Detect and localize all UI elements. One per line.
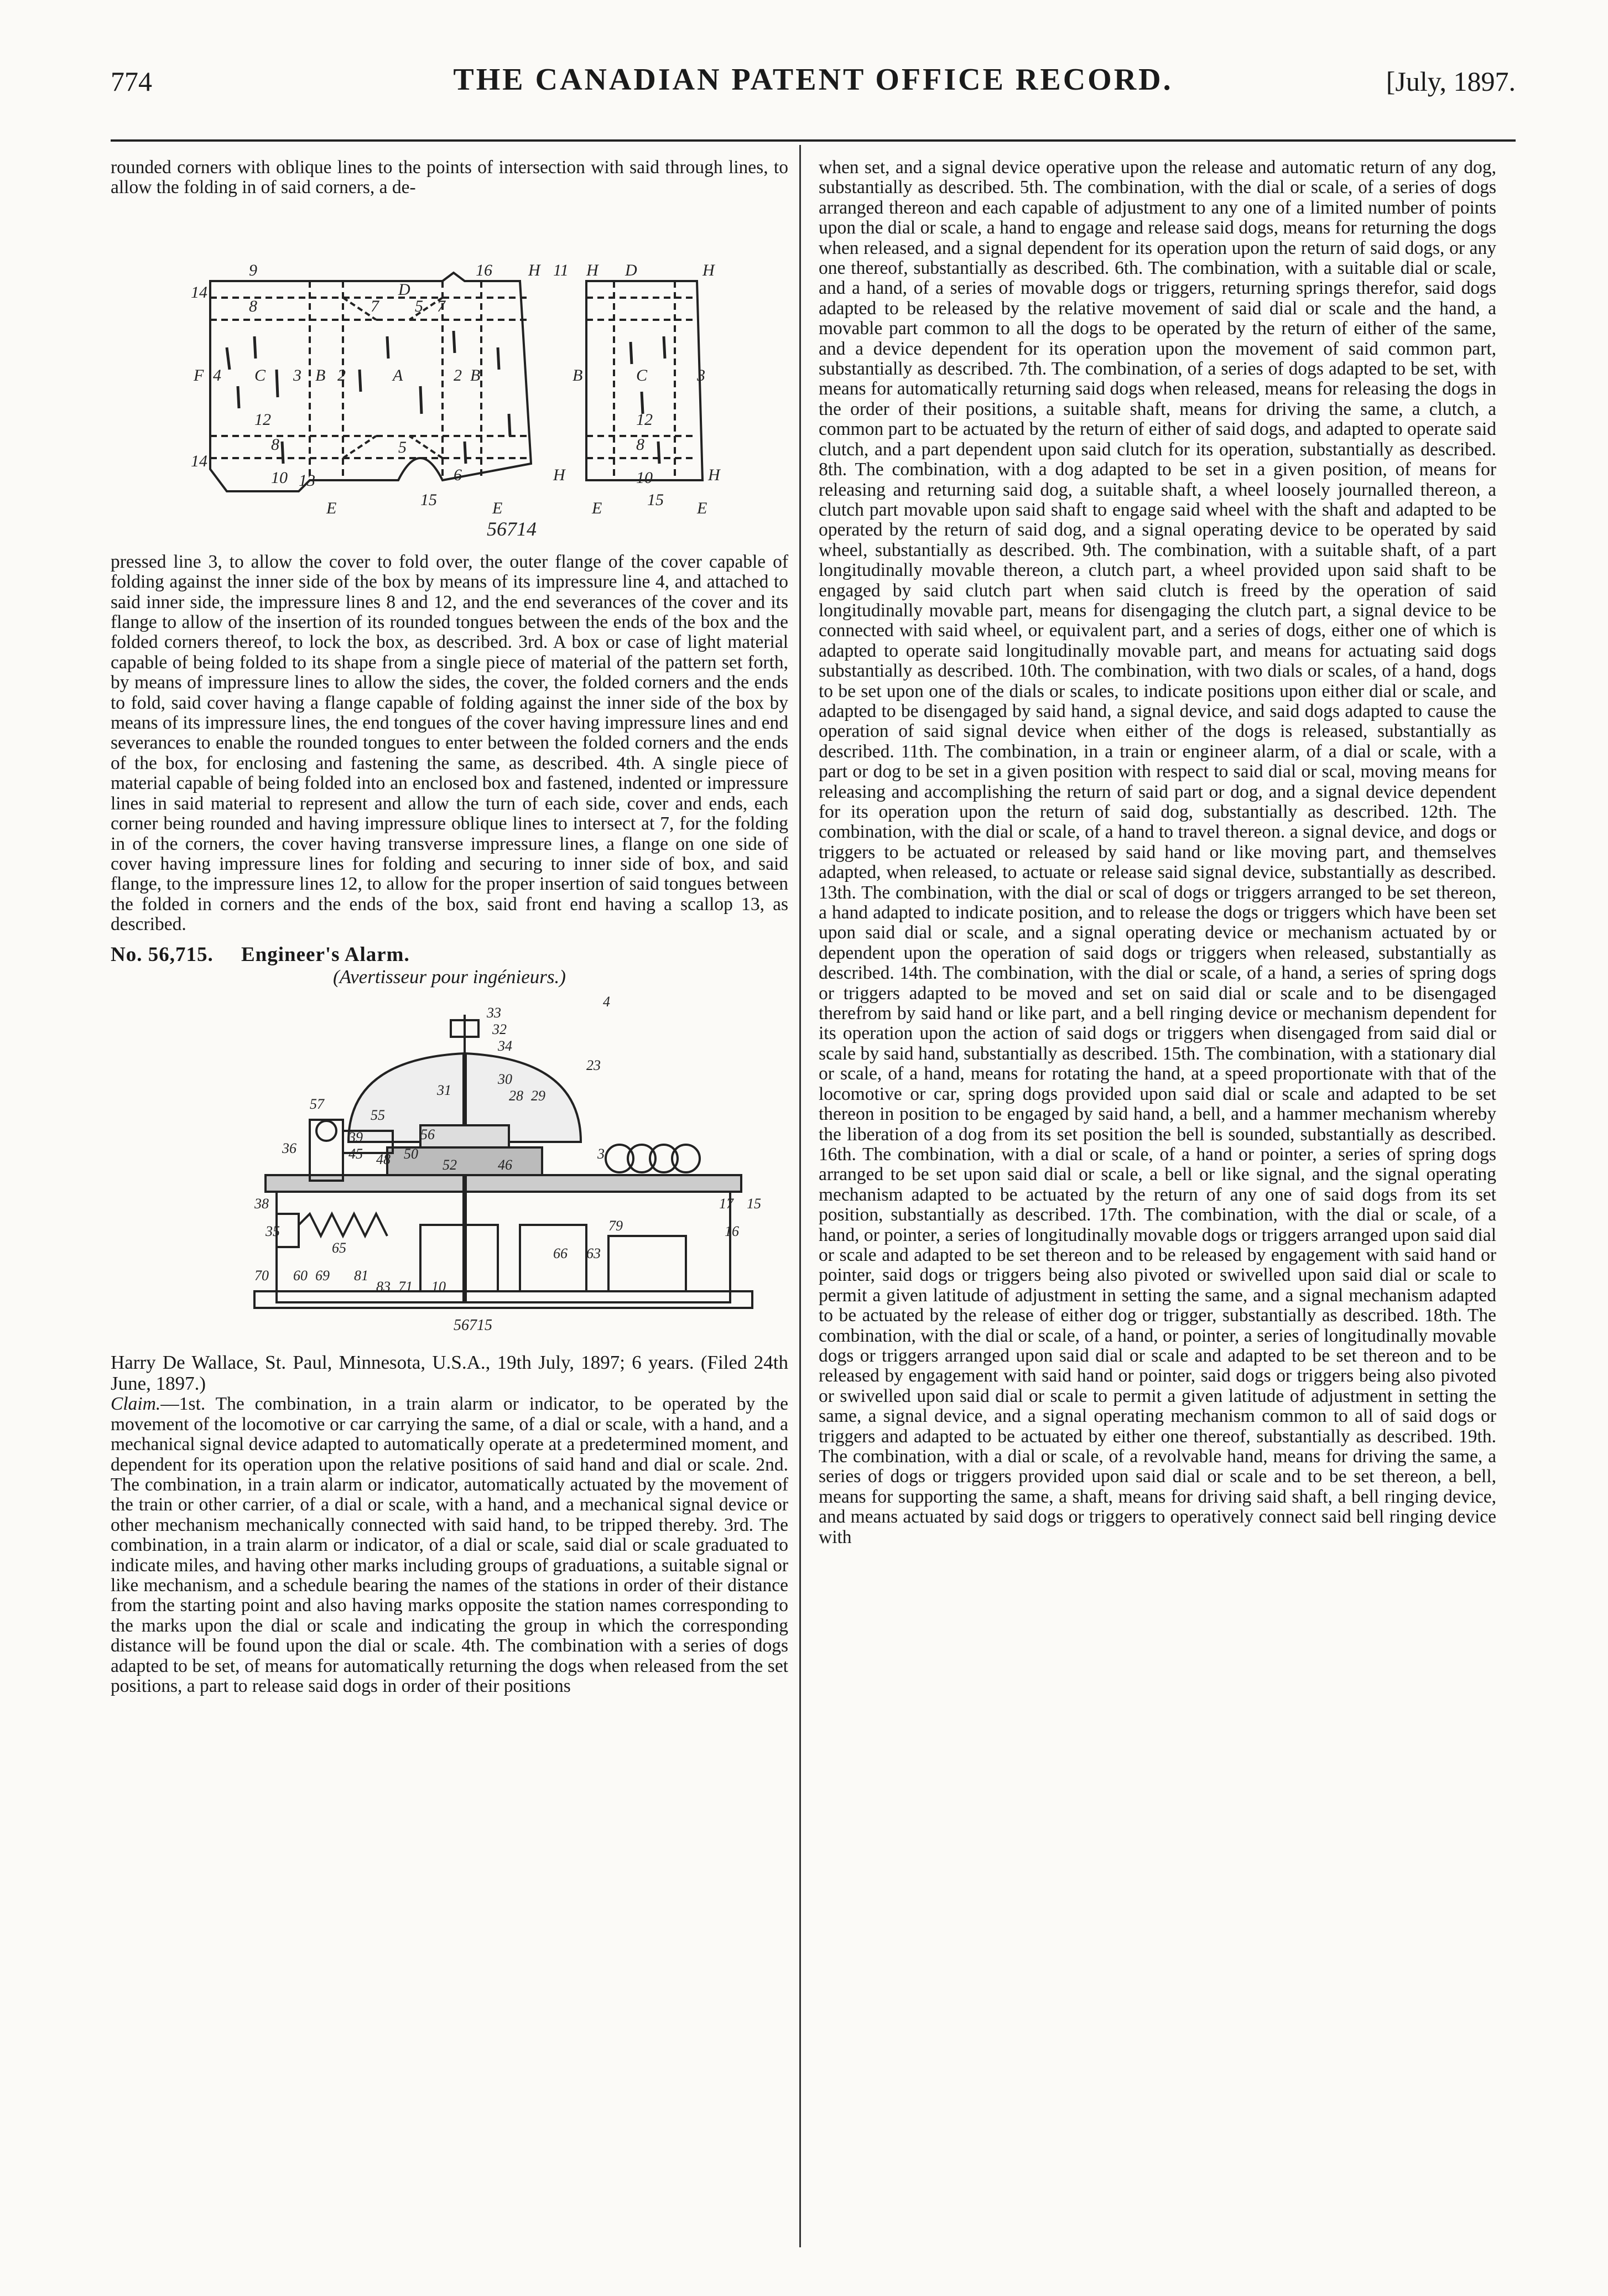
svg-text:H: H	[553, 465, 565, 484]
svg-text:E: E	[492, 498, 503, 517]
svg-text:B: B	[573, 366, 583, 385]
alarm-mechanism-figure	[111, 993, 788, 1347]
column-separator	[799, 145, 801, 2247]
svg-text:56715: 56715	[454, 1317, 492, 1334]
box-pattern-figure	[111, 204, 788, 547]
svg-text:3: 3	[697, 366, 705, 385]
svg-text:32: 32	[492, 1021, 507, 1038]
header-rule	[111, 139, 1516, 142]
svg-text:66: 66	[553, 1245, 568, 1262]
svg-text:E: E	[592, 498, 602, 517]
svg-text:15: 15	[747, 1196, 761, 1212]
patent-heading	[111, 945, 788, 965]
svg-text:3: 3	[597, 1146, 605, 1162]
svg-text:13: 13	[299, 471, 315, 490]
svg-text:33: 33	[487, 1005, 501, 1021]
svg-text:C: C	[254, 366, 266, 385]
svg-text:10: 10	[271, 468, 288, 487]
svg-text:2: 2	[454, 366, 462, 385]
patent-number: No. 56,715.	[111, 943, 214, 966]
svg-text:B: B	[315, 366, 326, 385]
svg-text:E: E	[326, 498, 337, 517]
svg-text:D: D	[625, 261, 637, 279]
svg-text:8: 8	[249, 297, 257, 315]
left-column	[111, 158, 788, 1696]
svg-text:4: 4	[603, 994, 610, 1010]
svg-text:H: H	[702, 261, 715, 279]
svg-text:35: 35	[266, 1223, 280, 1240]
svg-text:57: 57	[310, 1096, 324, 1113]
svg-text:52: 52	[443, 1157, 457, 1173]
svg-text:63: 63	[586, 1245, 601, 1262]
svg-text:14: 14	[191, 451, 207, 470]
svg-text:83: 83	[376, 1279, 391, 1295]
svg-text:46: 46	[498, 1157, 512, 1173]
svg-text:34: 34	[498, 1038, 512, 1055]
svg-text:14: 14	[191, 283, 207, 302]
svg-text:5: 5	[398, 438, 407, 456]
svg-text:36: 36	[282, 1140, 296, 1157]
svg-text:10: 10	[636, 468, 653, 487]
svg-text:4: 4	[213, 366, 221, 385]
svg-text:C: C	[636, 366, 648, 385]
page-number: 774	[111, 66, 152, 97]
claims-continuation: when set, and a signal device operative upon the release and automatic return of any dog, substantially as described. 5th. The combination, with the dial or scale, of a series of dogs arranged thereon and each capable of adjustment to any one of a limited number of points upon the dial or scale, a hand to engage and release said dogs, means for returning the dogs when released, and a signal dependent for its operation upon the return of said dogs, or any one thereof, substantially as described. 6th. The combination, with a suitable dial or scale, and a hand, of a series of movable dogs or triggers, returning springs therefor, said dogs adapted to be released by the relative movement of said dial or scale and the hand, a movable part common to all the dogs to be operated by the return of either of the same, and a device dependent for its operation upon the movement of said common part, substantially as described. 7th. The combination, of a series of dogs adapted to be set, with means for automatically returning said dogs when released, means for releasing the dogs in the order of their positions, a suitable shaft, means for driving the same, a clutch, a common part to be actuated by the return of either of said dogs, and adapted to operate said clutch, and a part dependent upon said clutch for its operation, substantially as described. 8th. The combination, with a dog adapted to be set in a given position, of means for releasing and returning said dog, a suitable shaft, a wheel loosely journalled thereon, a clutch part movable upon said shaft to engage said wheel with the shaft and adapted to be operated by the return of said dog, and a signal operating device to be operated by said wheel, substantially as described. 9th. The combination, with a suitable shaft, of a part longitudinally movable thereon, a clutch part, a wheel provided upon said shaft to be engaged by said clutch part when said clutch is freed by the operation of said longitudinally movable part, means for disengaging the clutch part, a signal device to be connected with said wheel, or equivalent part, and a series of dogs, either one of which is adapted to operate said longitudinally movable part, and means for actuating said dogs substantially as described. 10th. The combination, with two dials or scales, of a hand, dogs to be set upon one of the dials or scales, to indicate positions upon either dial or scale, and adapted to be disengaged by said hand, a signal device, and said dogs adapted to cause the operation of said signal device when either of the dogs is released, substantially as described. 11th. The combination, in a train or engineer alarm, of a dial or scale, with a part or dog to be set in a given position with respect to said dial or scal, moving means for releasing and accomplishing the return of said part or dog, and a signal device dependent for its operation upon the return of said dog, substantially as described. 12th. The combination, with the dial or scale, of a hand to travel thereon. a signal device, and dogs or triggers to be actuated or released by said hand or like moving part, and themselves adapted, when released, to actuate or release said signal device, substantially as described. 13th. The combination, with the dial or scal of dogs or triggers arranged to be set thereon, a hand adapted to indicate position, and to release the dogs or triggers which have been set upon said dial or scale, and a signal operating device or mechanism actuated by or dependent upon the operation of said dogs or triggers when released, substantially as described. 14th. The combination, with the dial or scale, of a hand, a series of spring dogs or triggers adapted to be moved and set on said dial or scale and to be disengaged therefrom by said hand or like part, and a bell ringing device or mechanism dependent for its operation upon the action of said dogs or triggers when disengaged from said dial or scale by said hand, substantially as described. 15th. The combination, with a stationary dial or scale, of a hand, means for rotating the hand, at a speed proportionate with that of the locomotive or car, spring dogs provided upon said dial or scale and adapted to be set thereon in position to be engaged by said hand, a bell, and a hammer mechanism whereby the liberation of a dog from its set position the bell is sounded, substantially as described. 16th. The combination, with a dial or scale, of a hand or pointer, a series of spring dogs arranged to be set upon said dial or scale, a bell or like signal, and the signal operating mechanism adapted to be actuated by the return of any one of said dogs from its set position, substantially as described. 17th. The combination, with the dial or scale, of a hand, or pointer, a series of longitudinally movable dogs or triggers arranged upon said dial or scale and adapted to be set thereon and to be released by engagement with said hand or pointer, said dogs or triggers being also pivoted or swivelled upon said dial or scale to permit a given latitude of adjustment in setting the same, and a signal mechanism adapted to be actuated by the release of either dog or trigger, substantially as described. 18th. The combination, with the dial or scale, of a hand, or pointer, a series of longitudinally movable dogs or triggers arranged upon said dial or scale and adapted to be set thereon and to be released by engagement with said hand or pointer, said dogs or triggers being also pivoted or swivelled upon said dial or scale to permit a given latitude of adjustment in setting the same, a signal device, and a signal operating mechanism common to all of said dogs or triggers and adapted to be actuated by either one thereof, substantially as described. 19th. The combination, with a dial or scale, of a revolvable hand, means for driving the same, a series of dogs or triggers provided upon said dial or scale and to be set thereon, a bell, means for supporting the same, a shaft, means for driving said shaft, a bell ringing device, and means actuated by said dogs or triggers to operatively connect said bell ringing device with	[819, 157, 1496, 1547]
svg-text:71: 71	[398, 1279, 413, 1295]
svg-text:17: 17	[719, 1196, 733, 1212]
svg-text:69: 69	[315, 1268, 330, 1284]
page-header	[111, 65, 1516, 126]
svg-text:E: E	[697, 498, 707, 517]
svg-text:5: 5	[415, 297, 423, 315]
svg-text:12: 12	[636, 410, 653, 429]
claim-label: Claim.	[111, 1394, 161, 1415]
journal-title: THE CANADIAN PATENT OFFICE RECORD.	[453, 63, 1173, 97]
svg-text:81: 81	[354, 1268, 368, 1284]
claim-paragraph	[111, 1394, 788, 1696]
svg-text:23: 23	[586, 1057, 601, 1074]
svg-text:79: 79	[608, 1218, 623, 1234]
svg-text:12: 12	[254, 410, 271, 429]
continuation-paragraph-top: rounded corners with oblique lines to the points of intersection with said through lines, to allow the folding in of said corners, a de-	[111, 157, 788, 198]
svg-text:31: 31	[437, 1082, 451, 1099]
svg-text:55: 55	[371, 1107, 385, 1124]
svg-text:30: 30	[498, 1071, 512, 1088]
svg-text:16: 16	[476, 261, 492, 279]
svg-text:70: 70	[254, 1268, 269, 1284]
svg-text:7: 7	[371, 297, 379, 315]
svg-text:39: 39	[348, 1129, 363, 1146]
svg-text:6: 6	[454, 465, 462, 484]
patent-title: Engineer's Alarm.	[241, 943, 410, 966]
svg-text:B: B	[470, 366, 481, 385]
svg-text:48: 48	[376, 1151, 391, 1168]
svg-text:15: 15	[647, 490, 664, 509]
svg-text:H: H	[586, 261, 599, 279]
svg-text:28: 28	[509, 1088, 523, 1104]
svg-text:38: 38	[254, 1196, 269, 1212]
svg-text:7: 7	[437, 297, 445, 315]
svg-text:11: 11	[553, 261, 569, 279]
svg-text:8: 8	[271, 435, 279, 454]
continuation-paragraph: pressed line 3, to allow the cover to fold over, the outer flange of the cover capable of folding against the inner side of the box by means of its impressure line 4, and attached to said inner side, the impressure lines 8 and 12, and the end severances of the cover and its flange to allow of the insertion of its rounded tongues between the ends of the box and the folded corners thereof, to lock the box, as described. 3rd. A box or case of light material capable of being folded to its shape from a single piece of material of the pattern set forth, by means of impressure lines to allow the sides, the cover, the folded corners and the ends to fold, said cover having a flange capable of folding against the inner side of the box by means of its impressure lines, the end tongues of the cover having impressure lines and end severances to enable the rounded tongues to enter between the folded corners and the ends of the box, for enclosing and fastening the same, as described. 4th. A single piece of material capable of being folded into an enclosed box and fastened, indented or impressure lines in said material to represent and allow the turn of each side, cover and ends, each corner being rounded and having impressure oblique lines to intersect at 7, for the folding in of the corners, the cover having transverse impressure lines, a flange on one side of cover having impressure lines for folding and securing to inner side of box, and said flange, to the impressure lines 12, to allow for the proper insertion of said tongues between the folded in corners and the ends of the box, said front end having a scallop 13, as described.	[111, 551, 788, 935]
svg-text:65: 65	[332, 1240, 346, 1256]
issue-date: [July, 1897.	[1386, 66, 1516, 97]
svg-text:29: 29	[531, 1088, 545, 1104]
svg-text:H: H	[528, 261, 540, 279]
svg-text:8: 8	[636, 435, 644, 454]
svg-text:D: D	[398, 280, 410, 299]
svg-text:F: F	[194, 366, 204, 385]
svg-text:2: 2	[337, 366, 346, 385]
svg-text:45: 45	[348, 1146, 363, 1162]
patent-title-french: (Avertisseur pour ingénieurs.)	[333, 965, 566, 988]
svg-text:3: 3	[293, 366, 301, 385]
svg-text:A: A	[393, 366, 403, 385]
svg-text:56: 56	[420, 1126, 435, 1143]
svg-text:50: 50	[404, 1146, 418, 1162]
right-column	[819, 158, 1496, 1547]
fig-label: 9	[249, 261, 257, 279]
svg-text:H: H	[708, 465, 720, 484]
svg-text:15: 15	[420, 490, 437, 509]
svg-text:16: 16	[725, 1223, 739, 1240]
svg-text:60: 60	[293, 1268, 308, 1284]
claim-text: —1st. The combination, in a train alarm or indicator, to be operated by the movement of the locomotive or car carrying the same, of a dial or scale, with a hand, and a mechanical signal device adapted to automatically operate at a predetermined moment, and dependent for its operation upon the relative positions of said hand and dial or scale. 2nd. The combination, in a train alarm or indicator, automatically actuated by the movement of the train or other carrier, of a dial or scale, with a hand, and a mechanical signal device or other mechanism mechanically connected with said hand, to be tripped thereby. 3rd. The combination, in a train alarm or indicator, of a dial or scale, said dial or scale graduated to indicate miles, and having other marks including groups of graduations, a suitable signal or like mechanism, and a schedule bearing the names of the stations in order of their distance from the starting point and also having marks opposite the station names corresponding to the marks upon the dial or scale and indicating the group in which the corresponding distance will be found upon the dial or scale. 4th. The combination with a series of dogs adapted to be set, of means for automatically returning the dogs when released from the set positions, a part to release said dogs in order of their positions	[111, 1394, 788, 1697]
inventor-line: Harry De Wallace, St. Paul, Minnesota, U.S.A., 19th July, 1897; 6 years. (Filed 24th June, 1897.)	[111, 1352, 788, 1395]
svg-text:10: 10	[431, 1279, 446, 1295]
svg-text:56714: 56714	[487, 517, 537, 540]
